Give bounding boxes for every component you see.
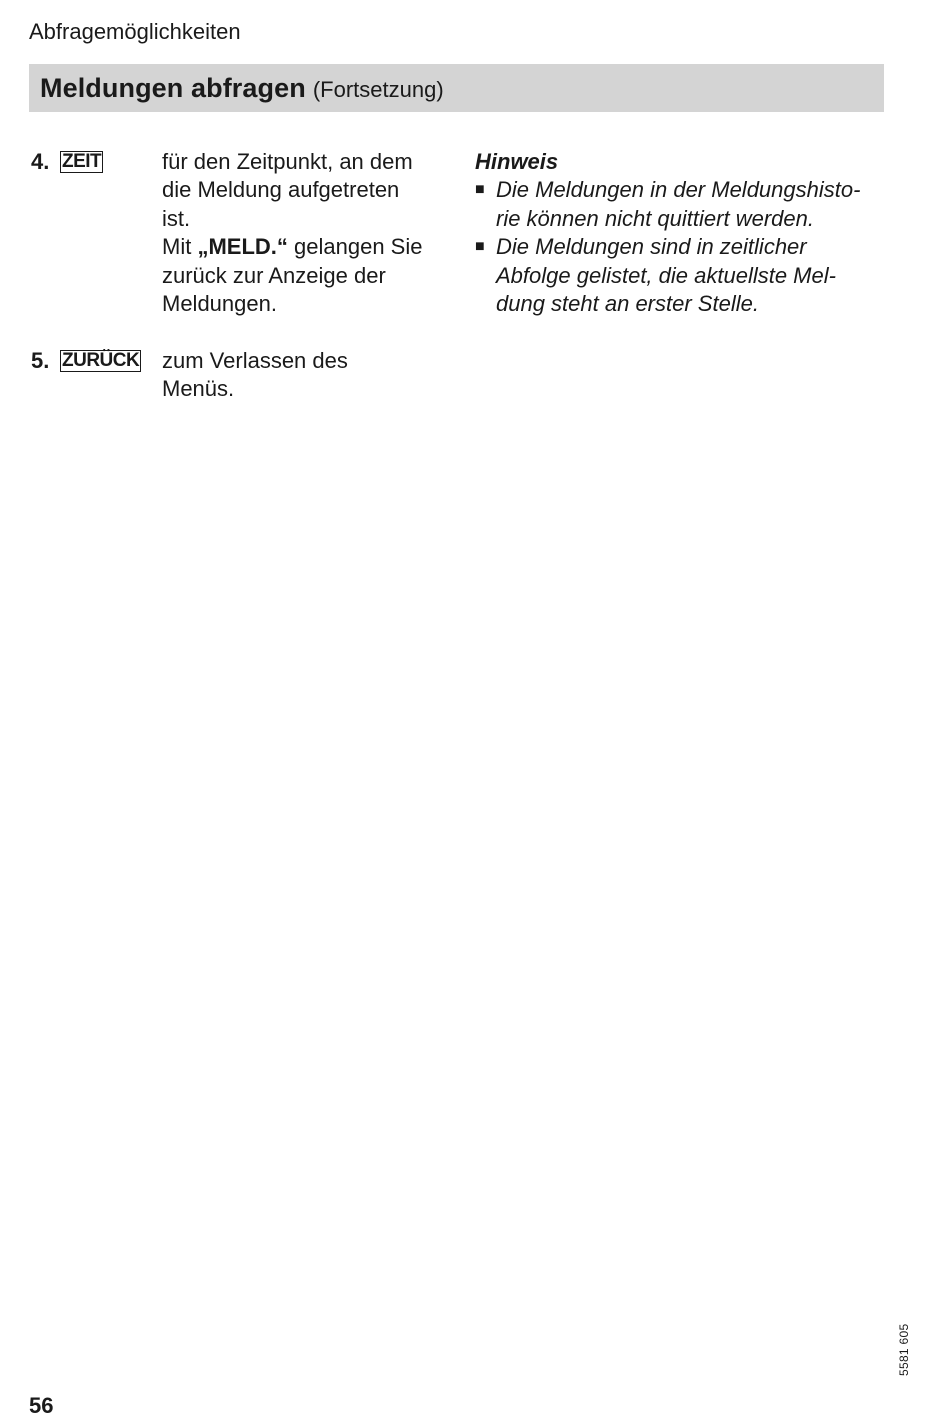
note-text-line: Die Meldungen in der Meldungshisto- xyxy=(496,177,861,203)
running-head: Abfragemöglichkeiten xyxy=(29,19,241,44)
step-text-line: die Meldung aufgetreten xyxy=(162,177,400,203)
key-zeit: ZEIT xyxy=(62,151,102,172)
note-box xyxy=(475,148,895,318)
step-text-line: Meldungen. xyxy=(162,291,277,317)
step-text-line: zurück zur Anzeige der xyxy=(162,262,386,288)
section-title-suffix: (Fortsetzung) xyxy=(312,77,444,102)
step-number: 5. xyxy=(31,348,50,373)
step-text-suffix: gelangen Sie xyxy=(287,234,423,260)
step-text-line: zum Verlassen des xyxy=(162,348,348,373)
note-text-line: Die Meldungen sind in zeitlicher xyxy=(496,234,807,260)
key-zurueck: ZURÜCK xyxy=(62,350,140,371)
section-title: Meldungen abfragen xyxy=(40,72,306,103)
key-meld-label: „MELD.“ xyxy=(197,234,288,260)
page-number: 56 xyxy=(29,1393,54,1418)
step-description xyxy=(162,148,462,318)
step-text-line: ist. xyxy=(162,205,191,231)
note-title: Hinweis xyxy=(475,149,559,174)
note-item xyxy=(475,233,895,318)
step-text-line: Menüs. xyxy=(162,376,235,402)
section-title-bar xyxy=(29,64,884,112)
square-bullet-icon: ■ xyxy=(475,181,485,199)
note-item xyxy=(475,176,895,233)
document-number: 5581 605 xyxy=(897,1323,911,1376)
note-text-line: rie können nicht quittiert werden. xyxy=(496,205,814,231)
step-number: 4. xyxy=(31,149,50,174)
step-description xyxy=(162,347,462,404)
note-text-line: dung steht an erster Stelle. xyxy=(496,291,759,317)
square-bullet-icon: ■ xyxy=(475,238,485,256)
step-text-line-meld xyxy=(162,233,462,261)
step-text-prefix: Mit xyxy=(162,234,198,260)
note-text-line: Abfolge gelistet, die aktuellste Mel- xyxy=(496,262,836,288)
step-text-line: für den Zeitpunkt, an dem xyxy=(162,149,413,174)
